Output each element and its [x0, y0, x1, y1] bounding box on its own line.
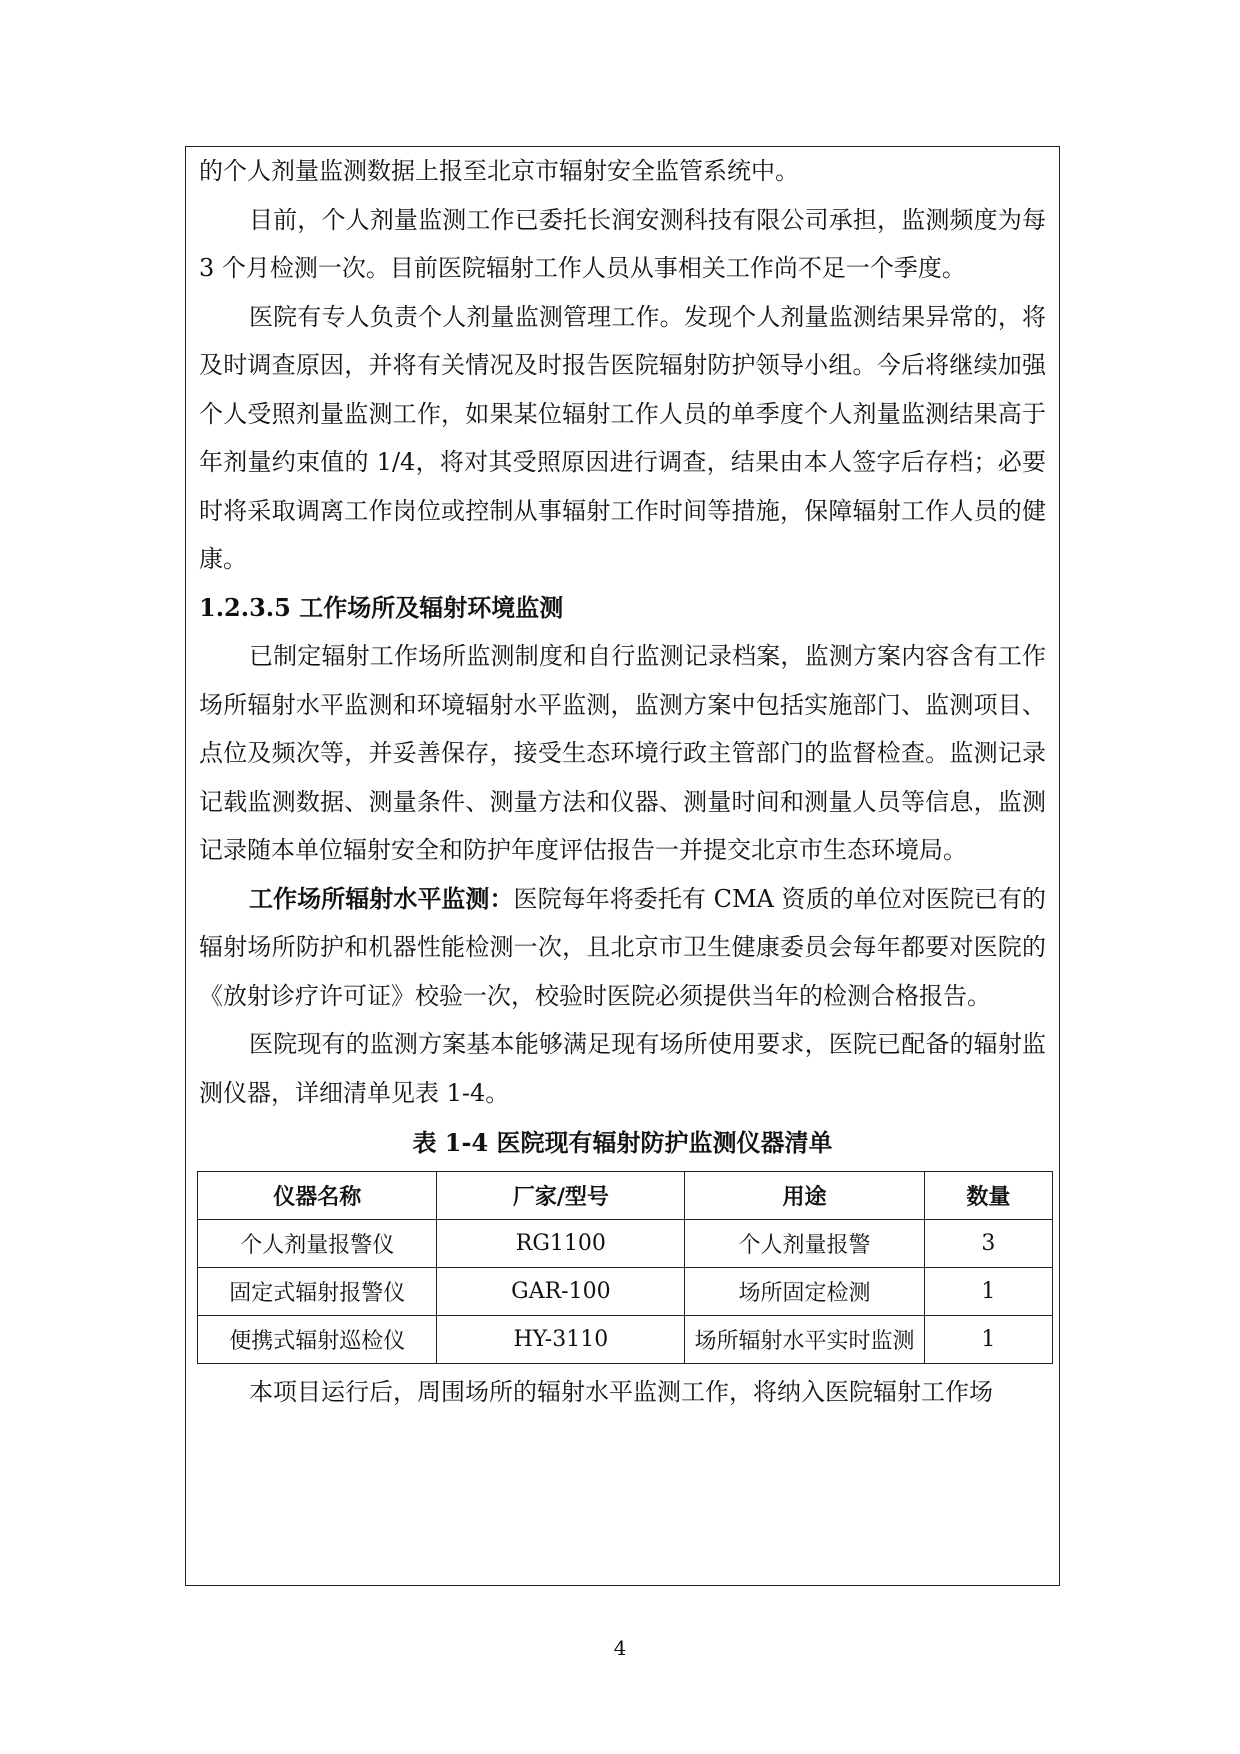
- table-header-row: [198, 1172, 1053, 1220]
- content-frame: [185, 146, 1060, 1586]
- cell-quantity: 1: [924, 1316, 1052, 1364]
- cell-quantity: 3: [924, 1220, 1052, 1268]
- paragraph-2: 目前，个人剂量监测工作已委托长润安测科技有限公司承担，监测频度为每 3 个月检测一次。目前医院辐射工作人员从事相关工作尚不足一个季度。: [199, 205, 1046, 282]
- header-purpose: 用途: [685, 1172, 924, 1220]
- cell-instrument-name: 便携式辐射巡检仪: [198, 1316, 437, 1364]
- paragraph-5-body: 医院每年将委托有 CMA 资质的单位对医院已有的辐射场所防护和机器性能检测一次，且北京市卫生健康委员会每年都要对医院的《放射诊疗许可证》校验一次，校验时医院必须提供当年的检测合格报告。: [199, 884, 1047, 1010]
- paragraph-7: 本项目运行后，周围场所的辐射水平监测工作，将纳入医院辐射工作场: [249, 1378, 993, 1406]
- paragraph-5: [199, 875, 1046, 1021]
- table-caption: 表 1-4 医院现有辐射防护监测仪器清单: [412, 1128, 833, 1157]
- cell-purpose: 场所固定检测: [685, 1268, 924, 1316]
- cell-model: HY-3110: [437, 1316, 685, 1364]
- page-number: 4: [613, 1636, 627, 1660]
- table-row: [198, 1316, 1053, 1364]
- paragraph-5-lead: 工作场所辐射水平监测：: [249, 883, 514, 913]
- cell-instrument-name: 固定式辐射报警仪: [198, 1268, 437, 1316]
- cell-instrument-name: 个人剂量报警仪: [198, 1220, 437, 1268]
- header-instrument-name: 仪器名称: [198, 1172, 437, 1220]
- section-heading: 1.2.3.5 工作场所及辐射环境监测: [199, 592, 564, 622]
- table-row: [198, 1220, 1053, 1268]
- cell-purpose: 场所辐射水平实时监测: [685, 1316, 924, 1364]
- cell-model: GAR-100: [437, 1268, 685, 1316]
- instrument-table: [197, 1171, 1053, 1364]
- header-manufacturer-model: 厂家/型号: [437, 1172, 685, 1220]
- cell-model: RG1100: [437, 1220, 685, 1268]
- paragraph-4: 已制定辐射工作场所监测制度和自行监测记录档案，监测方案内容含有工作场所辐射水平监测和环境辐射水平监测，监测方案中包括实施部门、监测项目、点位及频次等，并妥善保存，接受生态环境行政主管部门的监督检查。监测记录记载监测数据、测量条件、测量方法和仪器、测量时间和测量人员等信息，监测记录随本单位辐射安全和防护年度评估报告一并提交北京市生态环境局。: [199, 642, 1046, 864]
- table-row: [198, 1268, 1053, 1316]
- paragraph-3: 医院有专人负责个人剂量监测管理工作。发现个人剂量监测结果异常的，将及时调查原因，并将有关情况及时报告医院辐射防护领导小组。今后将继续加强个人受照剂量监测工作，如果某位辐射工作人员的单季度个人剂量监测结果高于年剂量约束值的 1/4，将对其受照原因进行调查，结果由本人签字后存档；必要时将采取调离工作岗位或控制从事辐射工作时间等措施，保障辐射工作人员的健康。: [199, 302, 1046, 573]
- cell-quantity: 1: [924, 1268, 1052, 1316]
- header-quantity: 数量: [924, 1172, 1052, 1220]
- paragraph-1: 的个人剂量监测数据上报至北京市辐射安全监管系统中。: [199, 157, 799, 185]
- cell-purpose: 个人剂量报警: [685, 1220, 924, 1268]
- paragraph-6: 医院现有的监测方案基本能够满足现有场所使用要求，医院已配备的辐射监测仪器，详细清单见表 1-4。: [199, 1030, 1046, 1107]
